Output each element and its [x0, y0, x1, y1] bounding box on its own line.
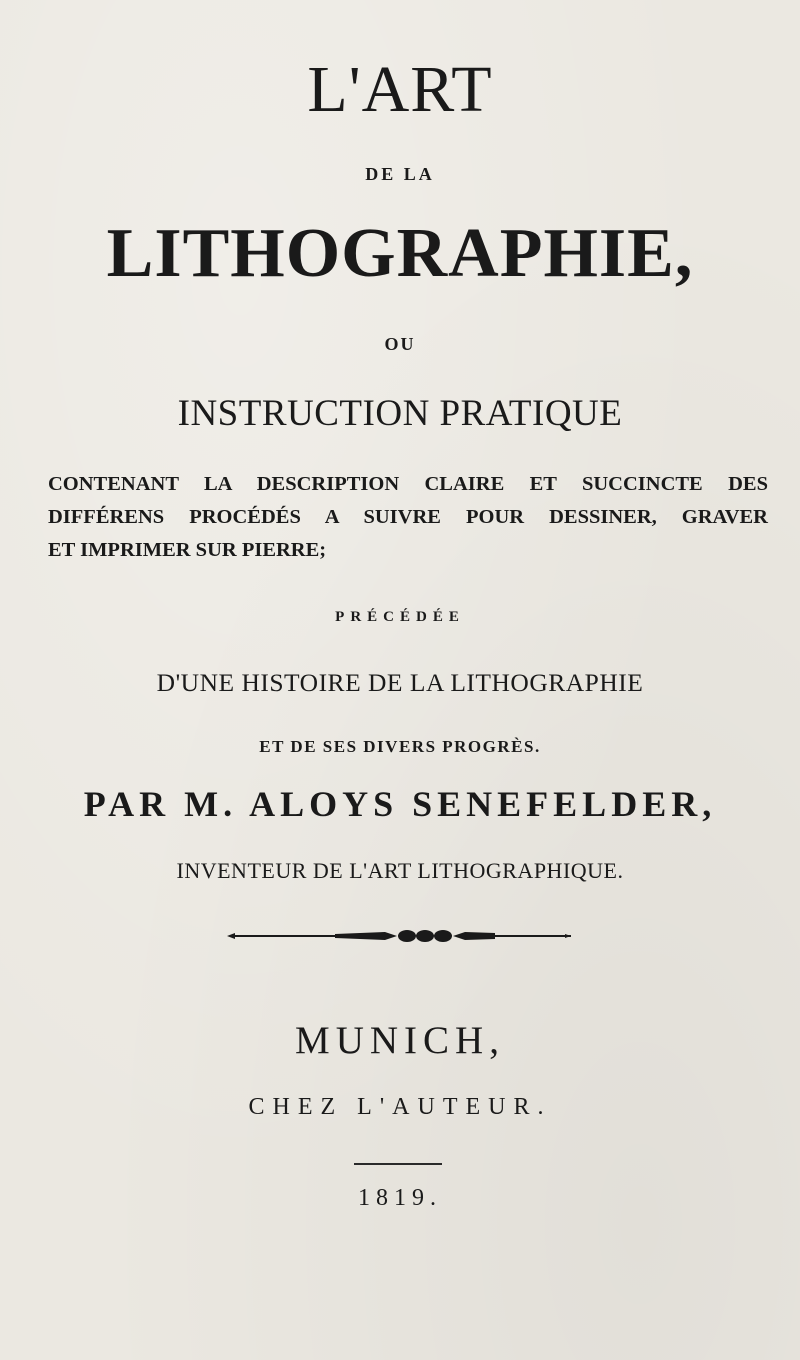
description-line-3: ET IMPRIMER SUR PIERRE; [48, 539, 327, 561]
title-line-ou: OU [384, 334, 416, 354]
title-line-art: L'ART [307, 53, 493, 126]
imprint-publisher: CHEZ L'AUTEUR. [248, 1094, 552, 1120]
description-line-2: DIFFÉRENS PROCÉDÉS A SUIVRE POUR DESSINER, GRAVER [48, 506, 768, 528]
line-histoire: D'UNE HISTOIRE DE LA LITHOGRAPHIE [156, 668, 644, 697]
ornamental-rule-icon [225, 924, 575, 948]
title-line-lithographie: LITHOGRAPHIE, [106, 215, 694, 292]
imprint-city: MUNICH, [295, 1019, 505, 1062]
subtitle-instruction-pratique: INSTRUCTION PRATIQUE [177, 393, 623, 434]
author-credential: INVENTEUR DE L'ART LITHOGRAPHIQUE. [176, 858, 624, 883]
author-line: PAR M. ALOYS SENEFELDER, [83, 784, 717, 824]
imprint-rule [354, 1163, 442, 1165]
title-line-de-la: DE LA [365, 164, 435, 184]
description-line-1: CONTENANT LA DESCRIPTION CLAIRE ET SUCCINCTE DES [48, 473, 768, 495]
line-progres: ET DE SES DIVERS PROGRÈS. [259, 737, 541, 756]
line-precedee: PRÉCÉDÉE [335, 609, 465, 625]
imprint-year: 1819. [358, 1185, 442, 1211]
